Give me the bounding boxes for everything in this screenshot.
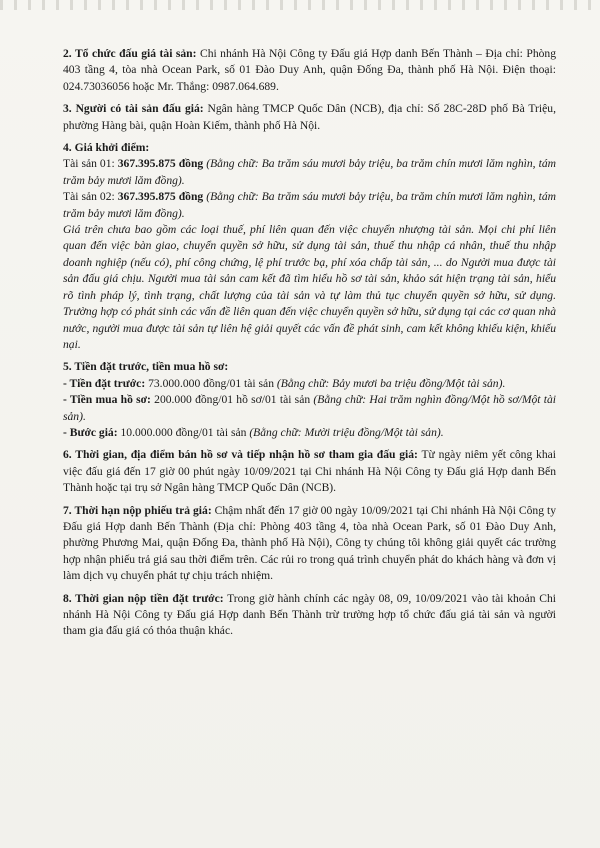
section-deposit-fees — [63, 359, 556, 441]
section-heading: 2. Tổ chức đấu giá tài sản: — [63, 47, 197, 60]
asset-01-price: Tài sản 01: 367.395.875 đồng (Bằng chữ: Ba trăm sáu mươi bảy triệu, ba trăm chín mươi lăm nghìn, tám trăm bảy mươi lăm đồng). — [63, 157, 556, 187]
section-heading: 5. Tiền đặt trước, tiền mua hồ sơ: — [63, 360, 229, 374]
asset-02-price: Tài sản 02: 367.395.875 đồng (Bằng chữ: Ba trăm sáu mươi bảy triệu, ba trăm chín mươi lăm nghìn, tám trăm bảy mươi lăm đồng). — [63, 190, 556, 220]
section-organizer — [63, 46, 556, 95]
section-text: Ngân hàng TMCP Quốc Dân (NCB), địa chỉ: Số 28C-28D phố Bà Triệu, phường Hàng bài, quận Hoàn Kiếm, thành phố Hà Nội. — [63, 102, 556, 132]
section-text: Chi nhánh Hà Nội Công ty Đấu giá Hợp danh Bến Thành – Địa chỉ: Phòng 403 tầng 4, tòa nhà Ocean Park, số 01 Đào Duy Anh, quận Đống Đa, thành phố Hà Nội. Điện thoại: 024.73036056 hoặc Mr. Thắng: 0987.064.689. — [63, 47, 557, 93]
section-text: Chậm nhất đến 17 giờ 00 ngày 10/09/2021 tại Chi nhánh Hà Nội Công ty Đấu giá Hợp danh Bến Thành (Địa chỉ: Phòng 403 tầng 4, tòa nhà Ocean Park, số 01 Đào Duy Anh, phường Phương Mai, quận Đống Đa, thành phố Hà Nội), Công ty chúng tôi không giải quyết các trường hợp nhận phiếu trả giá sau thời điểm trên. Các rủi ro trong quá trình chuyển phát do khách hàng và đơn vị làm dịch vụ chuyển phát tự chịu trách nhiệm. — [63, 503, 556, 583]
price-step-item: - Bước giá: 10.000.000 đồng/01 tài sản (Bằng chữ: Mười triệu đồng/Một tài sản). — [63, 425, 444, 439]
section-heading: 7. Thời hạn nộp phiếu trả giá: — [63, 503, 212, 517]
section-heading: 8. Thời gian nộp tiền đặt trước: — [63, 591, 224, 605]
section-starting-price — [63, 140, 556, 353]
deposit-item: - Tiền đặt trước: 73.000.000 đồng/01 tài sản (Bằng chữ: Bảy mươi ba triệu đồng/Một tài sản). — [63, 376, 506, 390]
section-bid-deadline — [63, 503, 556, 585]
section-dossier-time — [63, 447, 556, 496]
section-heading: 4. Giá khởi điểm: — [63, 141, 150, 155]
price-value: 367.395.875 đồng — [117, 157, 204, 171]
price-note: Giá trên chưa bao gồm các loại thuế, phí liên quan đến việc chuyển nhượng tài sản. Mọi chi phí liên quan đến việc bàn giao, chuyển quyền sở hữu, sử dụng tài sản, thuế thu nhập cá nhân, thuế thu nhập doanh nghiệp (nếu có), phí công chứng, lệ phí trước bạ, phí xóa chấp tài sản, ... do Người mua được tài sản đấu giá chịu. Người mua tài sản cam kết đã tìm hiểu hồ sơ tài sản, khảo sát hiện trạng tài sản, hiểu rõ tình pháp lý, tình trạng, chất lượng của tài sản và tự làm thủ tục chuyển quyền sở hữu, sử dụng. Trường hợp có phát sinh các vấn đề liên quan đến việc chuyển quyền sở hữu, sử dụng tại các cơ quan nhà nước, người mua được tài sản tự liên hệ giải quyết các vấn đề phát sinh, cam kết không khiếu kiện, khiếu nại. — [63, 223, 556, 351]
dossier-fee-item: - Tiền mua hồ sơ: 200.000 đồng/01 hồ sơ/01 tài sản (Bằng chữ: Hai trăm nghìn đồng/Một hồ sơ/Một tài sản). — [63, 393, 556, 423]
document-body — [63, 46, 556, 646]
section-text: Từ ngày niêm yết công khai việc đấu giá đến 17 giờ 00 phút ngày 10/09/2021 tại Chi nhánh Hà Nội Công ty Đấu giá Hợp danh Bến Thành hoặc tại trụ sở Ngân hàng TMCP Quốc Dân (NCB). — [63, 448, 556, 495]
top-edge-marks — [0, 0, 600, 10]
section-heading: 3. Người có tài sản đấu giá: — [63, 102, 204, 116]
price-in-words: (Bằng chữ: Ba trăm sáu mươi bảy triệu, ba trăm chín mươi lăm nghìn, tám trăm bảy mươi lăm đồng). — [63, 157, 556, 187]
section-heading: 6. Thời gian, địa điểm bán hồ sơ và tiếp nhận hồ sơ tham gia đấu giá: — [63, 448, 418, 462]
price-value: 367.395.875 đồng — [117, 190, 204, 204]
section-deposit-time — [63, 591, 556, 640]
price-in-words: (Bằng chữ: Ba trăm sáu mươi bảy triệu, ba trăm chín mươi lăm nghìn, tám trăm bảy mươi lăm đồng). — [63, 190, 556, 220]
section-owner — [63, 101, 556, 134]
section-text: Trong giờ hành chính các ngày 08, 09, 10/09/2021 vào tài khoản Chi nhánh Hà Nội Công ty Đấu giá Hợp danh Bến Thành trừ trường hợp tổ chức đấu giá tài sản và người tham gia đấu giá có thỏa thuận khác. — [63, 591, 556, 638]
